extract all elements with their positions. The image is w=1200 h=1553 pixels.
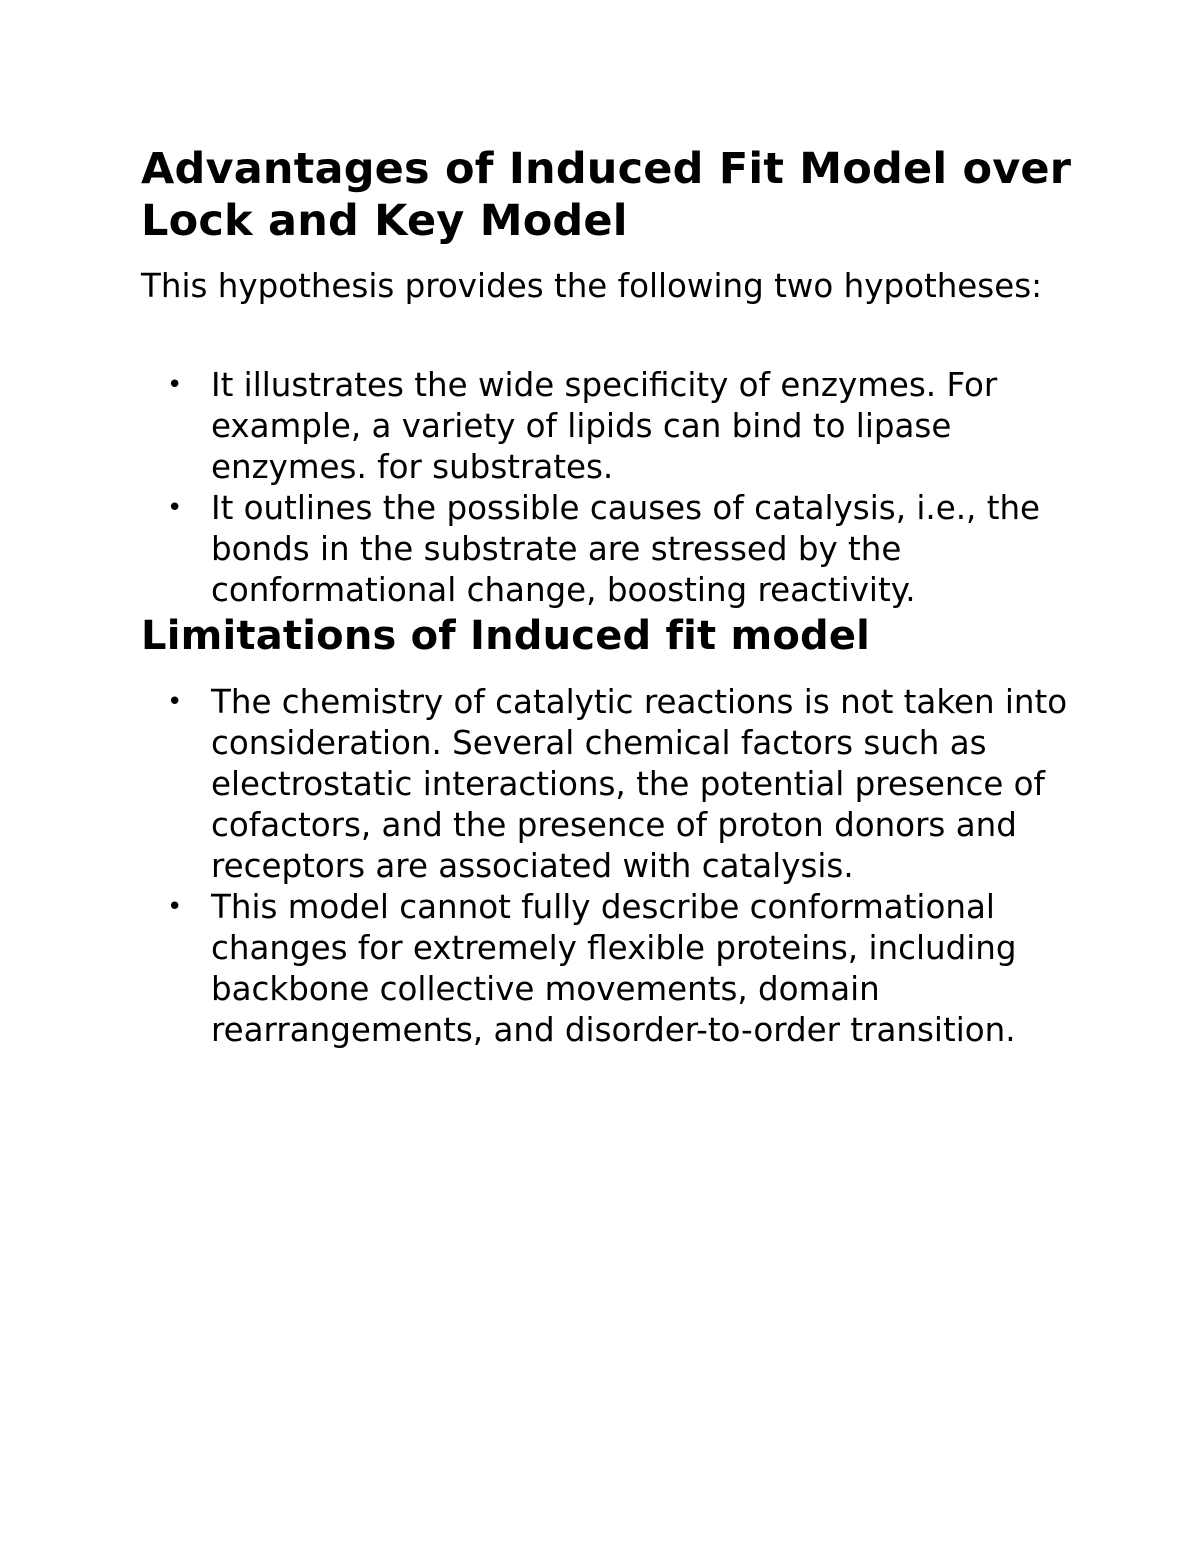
list-item-text: This model cannot fully describe conformational changes for extremely flexible proteins, including backbone collective movements, domain rearrangements, and disorder-to-order transition. — [211, 888, 1017, 1049]
advantages-intro: This hypothesis provides the following two hypotheses: — [141, 267, 1043, 305]
list-item — [141, 365, 1081, 488]
advantages-heading: Advantages of Induced Fit Model over Lock and Key Model — [141, 144, 1072, 246]
list-item-text: The chemistry of catalytic reactions is not taken into consideration. Several chemical factors such as electrostatic interactions, the potential presence of cofactors, and the presence of proton donors and receptors are associated with catalysis. — [211, 683, 1068, 885]
list-item — [141, 488, 1081, 611]
bullet-icon: • — [167, 370, 183, 400]
limitations-heading: Limitations of Induced fit model — [141, 613, 871, 659]
list-item — [141, 887, 1081, 1051]
limitations-list — [141, 682, 1081, 1051]
list-item-text: It illustrates the wide specificity of enzymes. For example, a variety of lipids can bind to lipase enzymes. for substrates. — [211, 366, 998, 486]
bullet-icon: • — [167, 687, 183, 717]
bullet-icon: • — [167, 892, 183, 922]
list-item — [141, 682, 1081, 887]
bullet-icon: • — [167, 493, 183, 523]
advantages-list — [141, 365, 1081, 611]
list-item-text: It outlines the possible causes of catalysis, i.e., the bonds in the substrate are stressed by the conformational change, boosting reactivity. — [211, 489, 1041, 609]
